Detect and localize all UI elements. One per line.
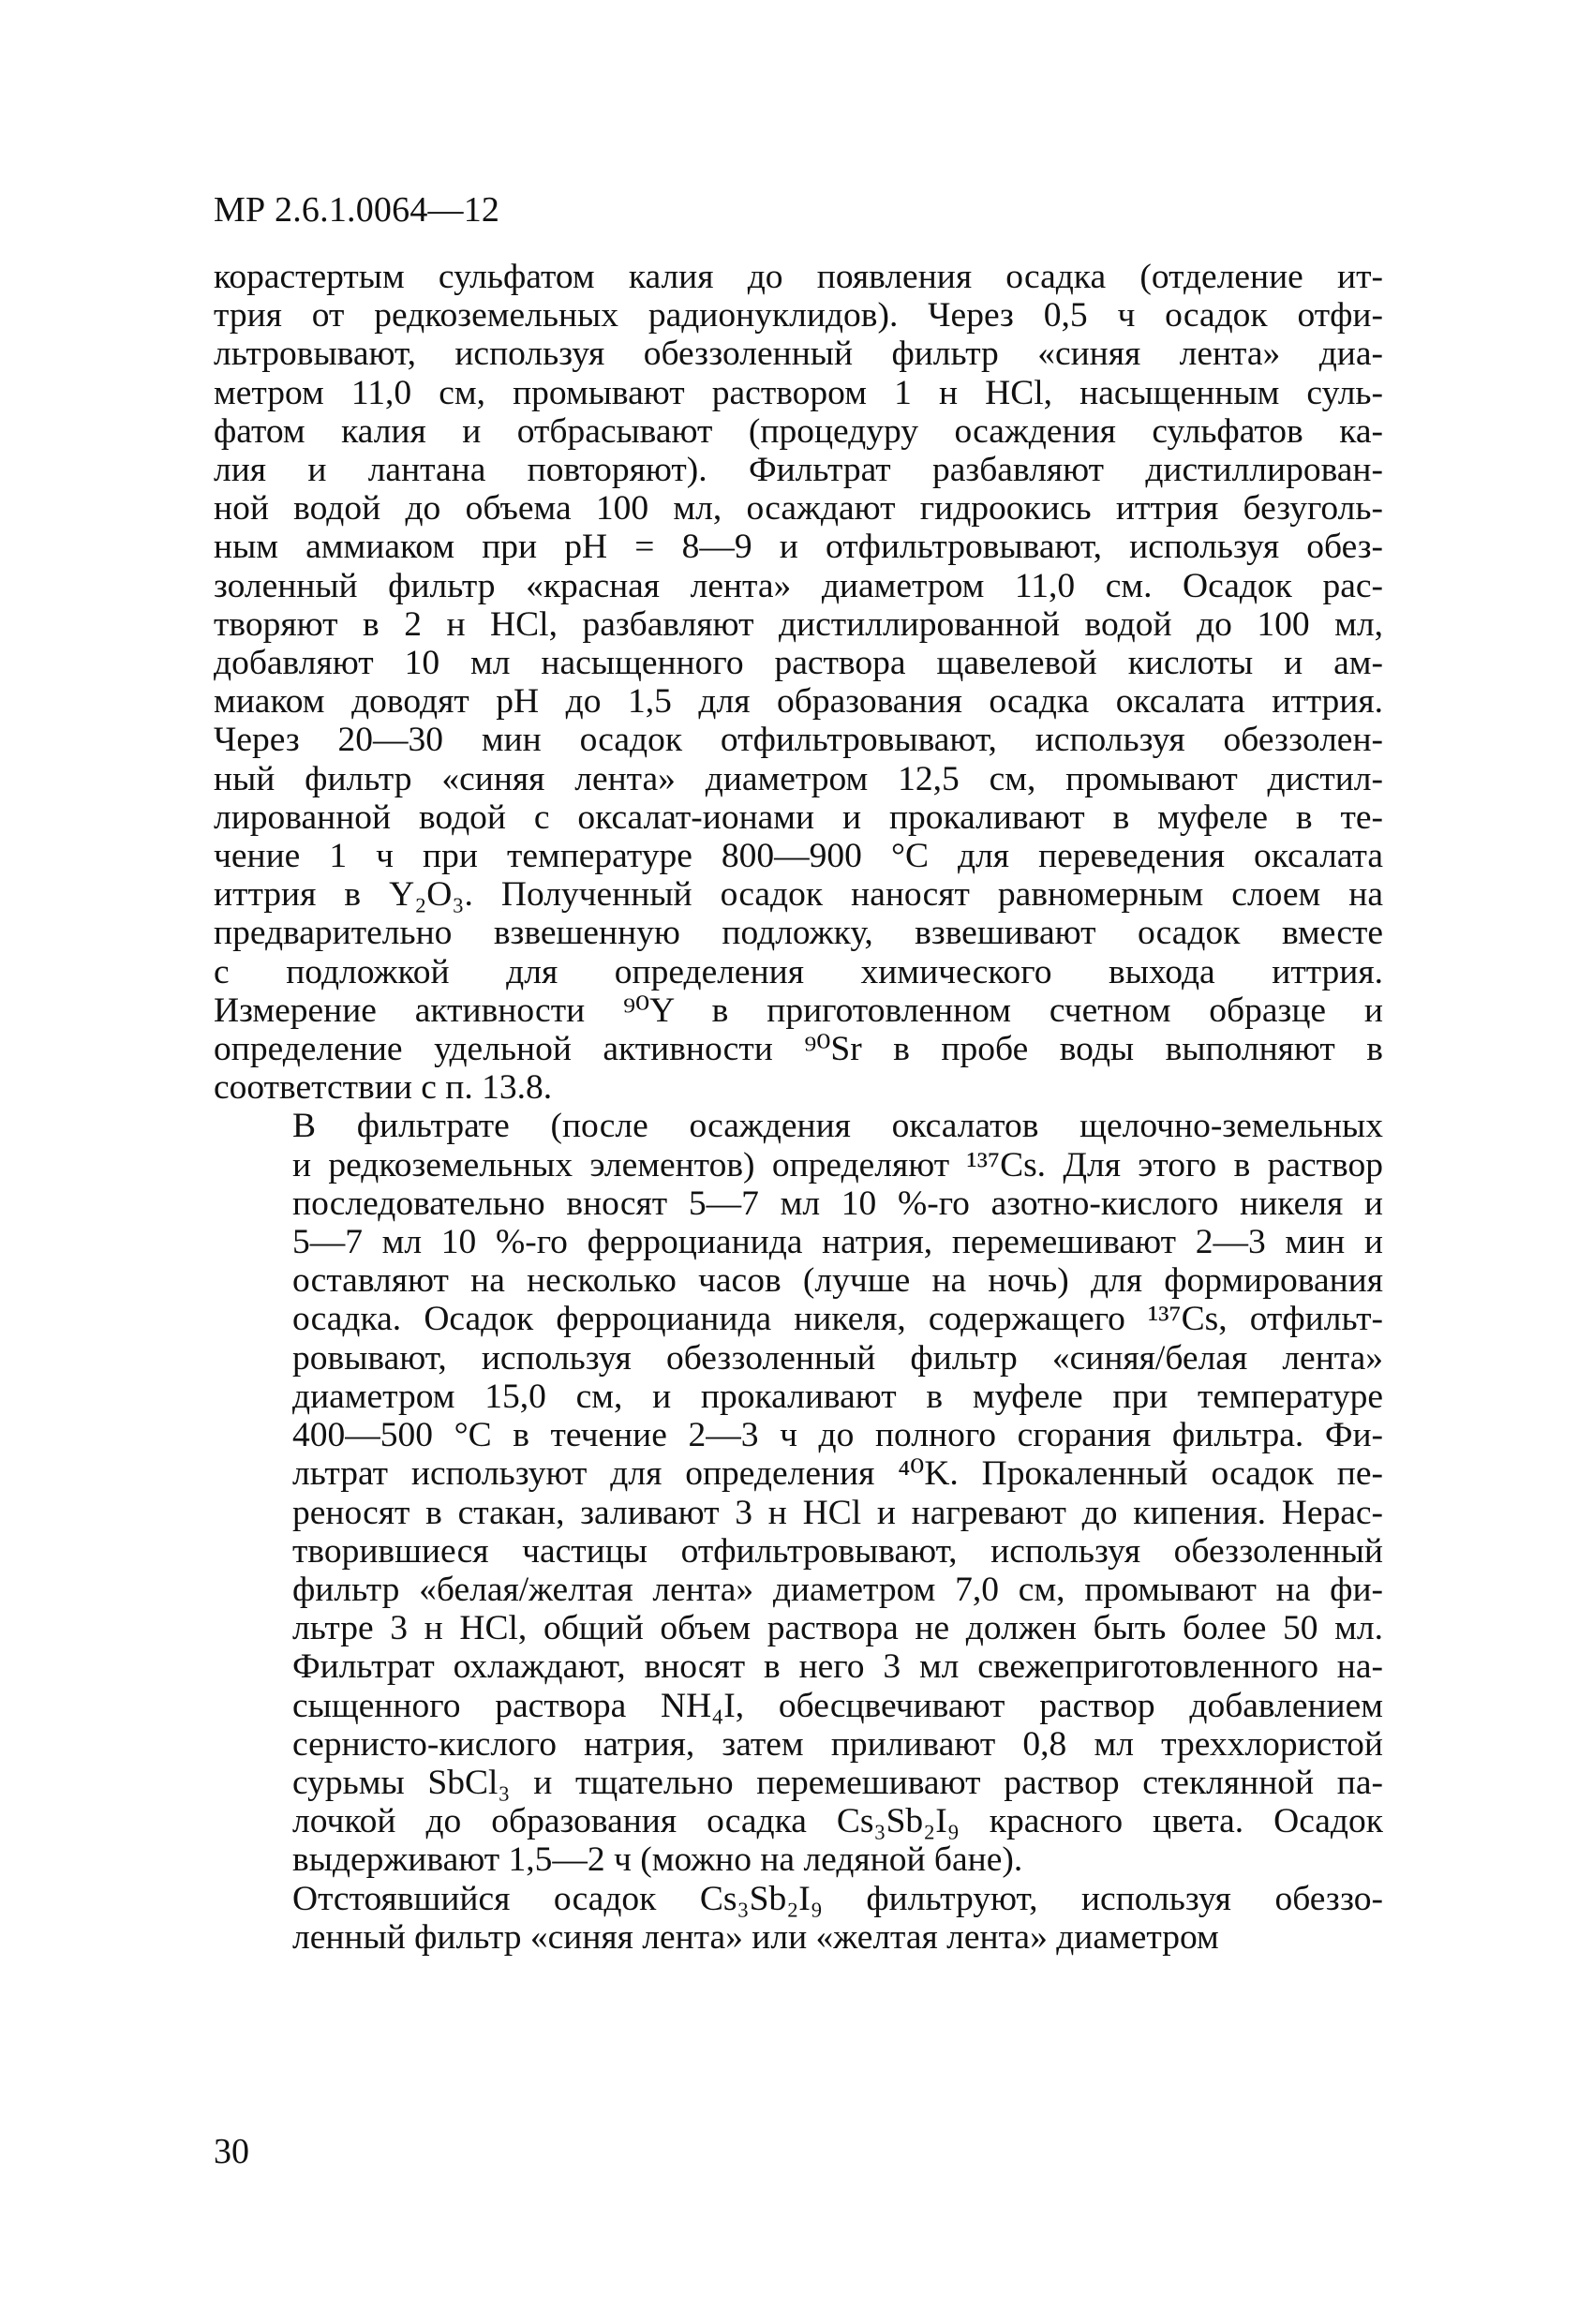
text-line: творяют в 2 н HCl, разбавляют дистиллированной водой до 100 мл,: [214, 604, 1383, 644]
text-line: Измерение активности ⁹⁰Y в приготовленном счетном образце и: [214, 991, 1383, 1030]
text-line: Через 20—30 мин осадок отфильтровывают, используя обеззолен-: [214, 721, 1383, 760]
text-line: предварительно взвешенную подложку, взвешивают осадок вместе: [214, 914, 1383, 953]
text-line: последовательно вносят 5—7 мл 10 %-го азотно-кислого никеля и: [292, 1184, 1383, 1223]
text-line: добавляют 10 мл насыщенного раствора щавелевой кислоты и ам-: [214, 644, 1383, 683]
paragraph-2: [214, 1107, 1383, 1879]
text-line: ровывают, используя обеззоленный фильтр «синяя/белая лента»: [292, 1338, 1383, 1378]
text-line: сернисто-кислого натрия, затем приливают 0,8 мл треххлористой: [292, 1724, 1383, 1764]
text-line: метром 11,0 см, промывают раствором 1 н HCl, насыщенным суль-: [214, 373, 1383, 412]
text-line: ной водой до объема 100 мл, осаждают гидроокись иттрия безуголь-: [214, 489, 1383, 529]
text-line: ный фильтр «синяя лента» диаметром 12,5 см, промывают дистил-: [214, 759, 1383, 798]
text-line: миаком доводят pH до 1,5 для образования осадка оксалата иттрия.: [214, 682, 1383, 722]
paragraph-1: [214, 258, 1383, 1107]
text-line: определение удельной активности ⁹⁰Sr в пробе воды выполняют в: [214, 1030, 1383, 1069]
text-line: диаметром 15,0 см, и прокаливают в муфеле при температуре: [292, 1377, 1383, 1416]
text-line: В фильтрате (после осаждения оксалатов щелочно-земельных: [292, 1107, 1383, 1146]
text-line: реносят в стакан, заливают 3 н HCl и нагревают до кипения. Нерас-: [292, 1493, 1383, 1532]
text-line: трия от редкоземельных радионуклидов). Через 0,5 ч осадок отфи-: [214, 296, 1383, 335]
text-line: с подложкой для определения химического выхода иттрия.: [214, 952, 1383, 991]
text-line: выдерживают 1,5—2 ч (можно на ледяной бане).: [292, 1840, 1023, 1880]
text-line: фильтр «белая/желтая лента» диаметром 7,0 см, промывают на фи-: [292, 1570, 1383, 1609]
text-line: фатом калия и отбрасывают (процедуру осаждения сульфатов ка-: [214, 411, 1383, 451]
text-line: осадка. Осадок ферроцианида никеля, содержащего ¹³⁷Cs, отфильт-: [292, 1300, 1383, 1339]
text-line: льтрат используют для определения ⁴⁰K. Прокаленный осадок пе-: [292, 1454, 1383, 1494]
text-line: Отстоявшийся осадок Cs₃Sb₂I₉ фильтруют, используя обеззо-: [292, 1879, 1383, 1918]
text-line: творившиеся частицы отфильтровывают, используя обеззоленный: [292, 1531, 1383, 1571]
text-line: чение 1 ч при температуре 800—900 °С для переведения оксалата: [214, 837, 1383, 876]
text-line: 5—7 мл 10 %-го ферроцианида натрия, перемешивают 2—3 мин и: [292, 1223, 1383, 1262]
text-line: соответствии с п. 13.8.: [214, 1068, 553, 1108]
text-line: льтре 3 н HCl, общий объем раствора не должен быть более 50 мл.: [292, 1609, 1383, 1648]
text-line: лированной водой с оксалат-ионами и прокаливают в муфеле в те-: [214, 797, 1383, 837]
document-code-header: МР 2.6.1.0064—12: [214, 190, 500, 230]
text-line: ным аммиаком при pH = 8—9 и отфильтровывают, используя обез-: [214, 528, 1383, 567]
text-line: Фильтрат охлаждают, вносят в него 3 мл свежеприготовленного на-: [292, 1647, 1383, 1687]
text-line: сурьмы SbCl₃ и тщательно перемешивают раствор стеклянной па-: [292, 1763, 1383, 1802]
body-text: [214, 258, 1383, 1957]
text-line: корастертым сульфатом калия до появления осадка (отделение ит-: [214, 258, 1383, 296]
text-line: ленный фильтр «синяя лента» или «желтая лента» диаметром: [292, 1917, 1219, 1957]
text-line: сыщенного раствора NH₄I, обесцвечивают раствор добавлением: [292, 1686, 1383, 1725]
text-line: иттрия в Y₂O₃. Полученный осадок наносят равномерным слоем на: [214, 875, 1383, 915]
text-line: 400—500 °С в течение 2—3 ч до полного сгорания фильтра. Фи-: [292, 1416, 1383, 1455]
text-line: золенный фильтр «красная лента» диаметром 11,0 см. Осадок рас-: [214, 566, 1383, 605]
page-number: 30: [214, 2132, 249, 2171]
text-line: оставляют на несколько часов (лучше на ночь) для формирования: [292, 1261, 1383, 1301]
paragraph-3: [214, 1880, 1383, 1957]
text-line: и редкоземельных элементов) определяют ¹³⁷Cs. Для этого в раствор: [292, 1145, 1383, 1184]
text-line: лочкой до образования осадка Cs₃Sb₂I₉ красного цвета. Осадок: [292, 1802, 1383, 1841]
text-line: лия и лантана повторяют). Фильтрат разбавляют дистиллирован-: [214, 451, 1383, 490]
text-line: льтровывают, используя обеззоленный фильтр «синяя лента» диа-: [214, 335, 1383, 374]
